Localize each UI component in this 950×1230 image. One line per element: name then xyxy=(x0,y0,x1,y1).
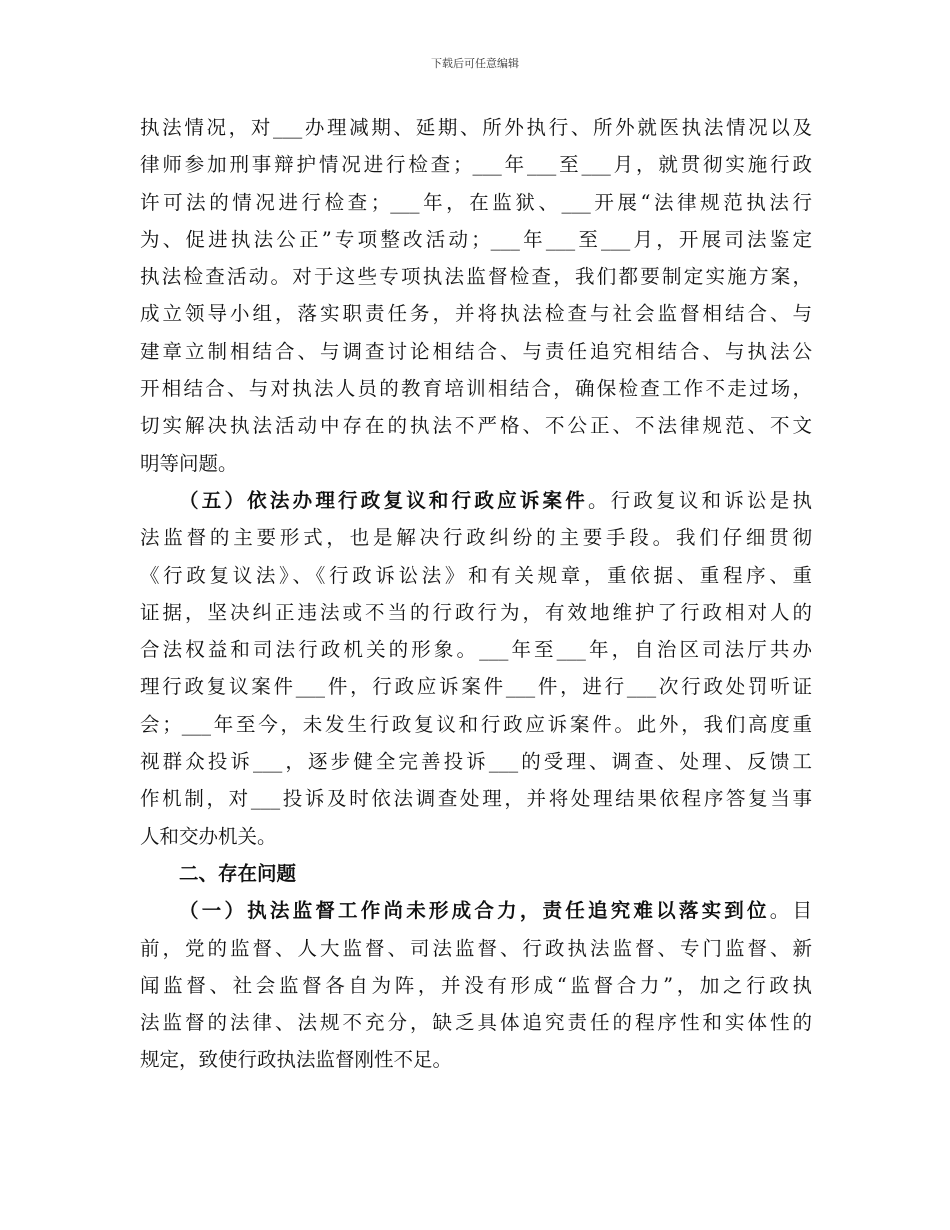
text-line: 执法检查活动。对于这些专项执法监督检查，我们都要制定实施方案， xyxy=(140,265,812,289)
paragraph-administrative-review xyxy=(140,482,812,855)
text-line: 成立领导小组，落实职责任务，并将执法检查与社会监督相结合、与 xyxy=(140,302,812,326)
document-body xyxy=(140,109,812,1079)
text-line: 法监督的法律、法规不充分，缺乏具体追究责任的程序性和实体性的 xyxy=(140,1011,812,1035)
text-line xyxy=(140,482,812,519)
text-line: 执法情况，对___办理减期、延期、所外执行、所外就医执法情况以及 xyxy=(140,116,812,139)
text-line: 会；___年至今，未发生行政复议和行政应诉案件。此外，我们高度重 xyxy=(140,712,812,736)
text-line: 前，党的监督、人大监督、司法监督、行政执法监督、专门监督、新 xyxy=(140,936,812,960)
text-line: 许可法的情况进行检查；___年，在监狱、___开展“法律规范执法行 xyxy=(140,190,812,214)
section-lead-title: （一）执法监督工作尚未形成合力，责任追究难以落实到位 xyxy=(179,899,770,923)
text-line: 合法权益和司法行政机关的形象。___年至___年，自治区司法厅共办 xyxy=(140,638,812,662)
text-line: 人和交办机关。 xyxy=(140,824,277,848)
paragraph-existing-problems xyxy=(140,892,812,1078)
text-line: 视群众投诉___，逐步健全完善投诉___的受理、调查、处理、反馈工 xyxy=(140,750,812,774)
text-line xyxy=(140,892,812,929)
page-header: 下载后可任意编辑 xyxy=(431,57,519,70)
text-line: 开相结合、与对执法人员的教育培训相结合，确保检查工作不走过场， xyxy=(140,377,812,401)
section-lead-rest: 。目 xyxy=(769,899,812,923)
section-lead-title: （五）依法办理行政复议和行政应诉案件 xyxy=(179,488,588,512)
text-line: 切实解决执法活动中存在的执法不严格、不公正、不法律规范、不文 xyxy=(140,414,812,438)
paragraph-enforcement-inspection xyxy=(140,109,812,482)
text-line: 律师参加刑事辩护情况进行检查；___年___至___月，就贯彻实施行政 xyxy=(140,153,812,177)
text-line: 建章立制相结合、与调查讨论相结合、与责任追究相结合、与执法公 xyxy=(140,339,812,363)
text-line: 为、促进执法公正”专项整改活动；___年___至___月，开展司法鉴定 xyxy=(140,227,812,251)
text-line: 法监督的主要形式，也是解决行政纠纷的主要手段。我们仔细贯彻 xyxy=(140,526,812,550)
text-line: 证据，坚决纠正违法或不当的行政行为，有效地维护了行政相对人的 xyxy=(140,600,812,624)
text-line: 理行政复议案件___件，行政应诉案件___件，进行___次行政处罚听证 xyxy=(140,675,812,699)
text-line: 闻监督、社会监督各自为阵，并没有形成“监督合力”，加之行政执 xyxy=(140,973,812,997)
text-line: 《行政复议法》、《行政诉讼法》和有关规章，重依据、重程序、重 xyxy=(140,563,812,587)
text-line: 作机制，对___投诉及时依法调查处理，并将处理结果依程序答复当事 xyxy=(140,787,812,811)
section-lead-rest: 。行政复议和诉讼是执 xyxy=(587,488,812,512)
section-heading: 二、存在问题 xyxy=(179,861,297,885)
text-line: 规定，致使行政执法监督刚性不足。 xyxy=(140,1048,453,1072)
text-line: 明等问题。 xyxy=(140,451,238,475)
